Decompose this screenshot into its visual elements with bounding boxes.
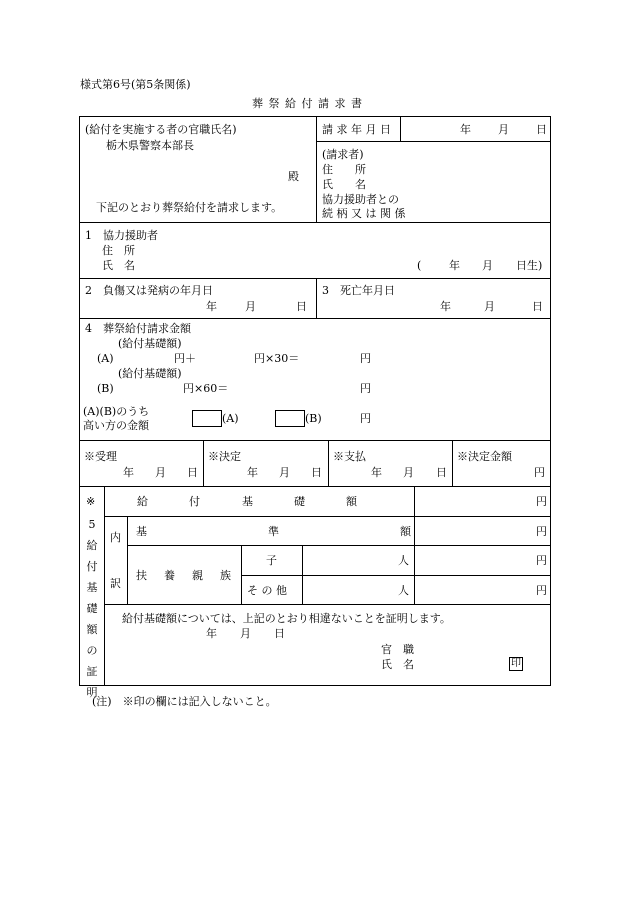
addressee-name: 栃木県警察本部長 (106, 139, 194, 152)
dependents-char: 扶 (136, 569, 147, 582)
sec4-basic-label-b: (給付基礎額) (118, 367, 182, 380)
sec4-b-times: 円×60＝ (183, 382, 229, 395)
sec4-higher-label-2: 高い方の金額 (83, 419, 149, 432)
sec4-higher-yen: 円 (360, 412, 371, 425)
request-date-label: 請 求 年 月 日 (322, 123, 391, 136)
higher-choice-a-box[interactable] (192, 410, 222, 427)
sec4-a-yen: 円 (360, 352, 371, 365)
decided-year[interactable]: 年 (247, 466, 258, 479)
sec4-a-times: 円×30＝ (254, 352, 300, 365)
standard-amount-char: 額 (400, 525, 411, 538)
cert-vertical-char: 基 (86, 581, 98, 594)
cert-name-label: 氏 名 (381, 658, 414, 671)
sec2-3-divider (316, 278, 317, 318)
basic-amount-char: 額 (346, 495, 357, 508)
child-yen[interactable]: 円 (536, 554, 547, 567)
cert-vertical-char: 付 (86, 560, 98, 573)
cert-vertical-char: 額 (86, 623, 98, 636)
claimant-label: (請求者) (322, 148, 364, 161)
request-date-day[interactable]: 日 (536, 123, 547, 136)
form-title: 葬 祭 給 付 請 求 書 (252, 97, 363, 110)
cert-month[interactable]: 月 (240, 627, 251, 640)
sec4-basic-label-a: (給付基礎額) (118, 337, 182, 350)
sec3-day[interactable]: 日 (532, 300, 543, 313)
cert-uchi-divider (127, 516, 128, 604)
basic-amount-char: 付 (189, 495, 200, 508)
sec1-name-label: 氏 名 (102, 259, 135, 272)
paid-month[interactable]: 月 (403, 466, 414, 479)
cert-vertical-char: 5 (88, 518, 96, 531)
sec1-address-label: 住 所 (102, 244, 135, 257)
official-divider-2 (328, 440, 329, 486)
paid-day[interactable]: 日 (436, 466, 447, 479)
divider-1 (79, 222, 551, 223)
sec1-birth-open: ( (417, 259, 422, 272)
cert-vertical-char: 明 (86, 686, 98, 699)
cert-statement: 給付基礎額については、上記のとおり相違ないことを証明します。 (122, 612, 451, 625)
decided-label: ※決定 (208, 450, 241, 463)
higher-choice-b-label: (B) (305, 412, 322, 425)
sec1-birth-month[interactable]: 月 (482, 259, 493, 272)
decided-month[interactable]: 月 (279, 466, 290, 479)
dependents-char: 族 (220, 569, 231, 582)
claimant-address-label: 住 所 (322, 163, 366, 176)
wake-char: 訳 (110, 577, 121, 590)
standard-amount-char: 基 (136, 525, 147, 538)
cert-vertical-char: の (86, 644, 98, 657)
received-label: ※受理 (84, 450, 117, 463)
cert-row-line-1 (104, 516, 551, 517)
sec3-title: 3 死亡年月日 (322, 284, 395, 297)
standard-amount-yen[interactable]: 円 (536, 525, 547, 538)
decided-day[interactable]: 日 (311, 466, 322, 479)
basic-amount-char: 礎 (294, 495, 305, 508)
sec4-a-label: (A) (97, 352, 114, 365)
claimant-relation-label-2: 続 柄 又 は 関 係 (322, 207, 406, 220)
divider-4 (79, 440, 551, 441)
sec4-title: 4 葬祭給付請求金額 (85, 322, 191, 335)
received-month[interactable]: 月 (155, 466, 166, 479)
basic-amount-yen[interactable]: 円 (536, 495, 547, 508)
cert-vertical-char: 礎 (86, 602, 98, 615)
dependents-char: 養 (164, 569, 175, 582)
cert-vertical-label (84, 514, 100, 703)
honorific: 殿 (288, 170, 299, 183)
sec4-b-yen: 円 (360, 382, 371, 395)
sec4-higher-label-1: (A)(B)のうち (83, 405, 150, 418)
divider-5 (79, 486, 551, 487)
sec3-year[interactable]: 年 (440, 300, 451, 313)
uchi-char: 内 (110, 531, 121, 544)
higher-choice-a-label: (A) (222, 412, 239, 425)
higher-choice-b-box[interactable] (275, 410, 305, 427)
claimant-name-label: 氏 名 (322, 178, 366, 191)
sec3-month[interactable]: 月 (484, 300, 495, 313)
sec2-day[interactable]: 日 (296, 300, 307, 313)
sec2-year[interactable]: 年 (206, 300, 217, 313)
sec4-b-label: (B) (97, 382, 114, 395)
cert-vertical-char: 給 (86, 539, 98, 552)
child-label: 子 (266, 554, 277, 567)
others-yen[interactable]: 円 (536, 584, 547, 597)
official-divider-3 (452, 440, 453, 486)
others-label: そ の 他 (247, 584, 287, 597)
official-divider-1 (203, 440, 204, 486)
divider-2 (79, 278, 551, 279)
sec2-title: 2 負傷又は発病の年月日 (85, 284, 213, 297)
footer-note: (注) ※印の欄には記入しないこと。 (92, 695, 277, 708)
sec1-birth-day[interactable]: 日生) (516, 259, 543, 272)
basic-amount-char: 給 (137, 495, 148, 508)
claimant-relation-label-1: 協力援助者との (322, 193, 399, 206)
cert-day[interactable]: 日 (274, 627, 285, 640)
child-persons[interactable]: 人 (398, 554, 409, 567)
divider-3 (79, 318, 551, 319)
sec1-title: 1 協力援助者 (85, 229, 158, 242)
request-date-underline (316, 141, 551, 142)
form-number-label: 様式第6号(第5条関係) (80, 78, 191, 91)
sec4-a-plus: 円＋ (174, 352, 196, 365)
cert-mark: ※ (86, 495, 96, 508)
paid-label: ※支払 (333, 450, 366, 463)
seal-mark: 印 (511, 658, 521, 669)
cert-row-line-4 (104, 604, 551, 605)
basic-amount-char: 基 (242, 495, 253, 508)
sec2-month[interactable]: 月 (245, 300, 256, 313)
cert-position-label: 官 職 (381, 643, 414, 656)
standard-amount-char: 準 (268, 525, 279, 538)
others-persons[interactable]: 人 (398, 584, 409, 597)
cert-row-line-3 (241, 575, 551, 576)
dependents-char: 親 (192, 569, 203, 582)
cert-vertical-char: 証 (86, 665, 98, 678)
sec1-birth-year[interactable]: 年 (449, 259, 460, 272)
received-day[interactable]: 日 (187, 466, 198, 479)
decided-amount-yen[interactable]: 円 (534, 466, 545, 479)
paid-year[interactable]: 年 (371, 466, 382, 479)
request-date-month[interactable]: 月 (498, 123, 509, 136)
request-date-divider (400, 116, 401, 141)
received-year[interactable]: 年 (123, 466, 134, 479)
cert-row-line-2 (127, 545, 551, 546)
request-statement: 下記のとおり葬祭給付を請求します。 (96, 201, 283, 214)
cert-year[interactable]: 年 (206, 627, 217, 640)
decided-amount-label: ※決定金額 (457, 450, 512, 463)
request-date-year[interactable]: 年 (460, 123, 471, 136)
header-divider (316, 116, 317, 222)
addressee-caption: (給付を実施する者の官職氏名) (85, 123, 237, 136)
